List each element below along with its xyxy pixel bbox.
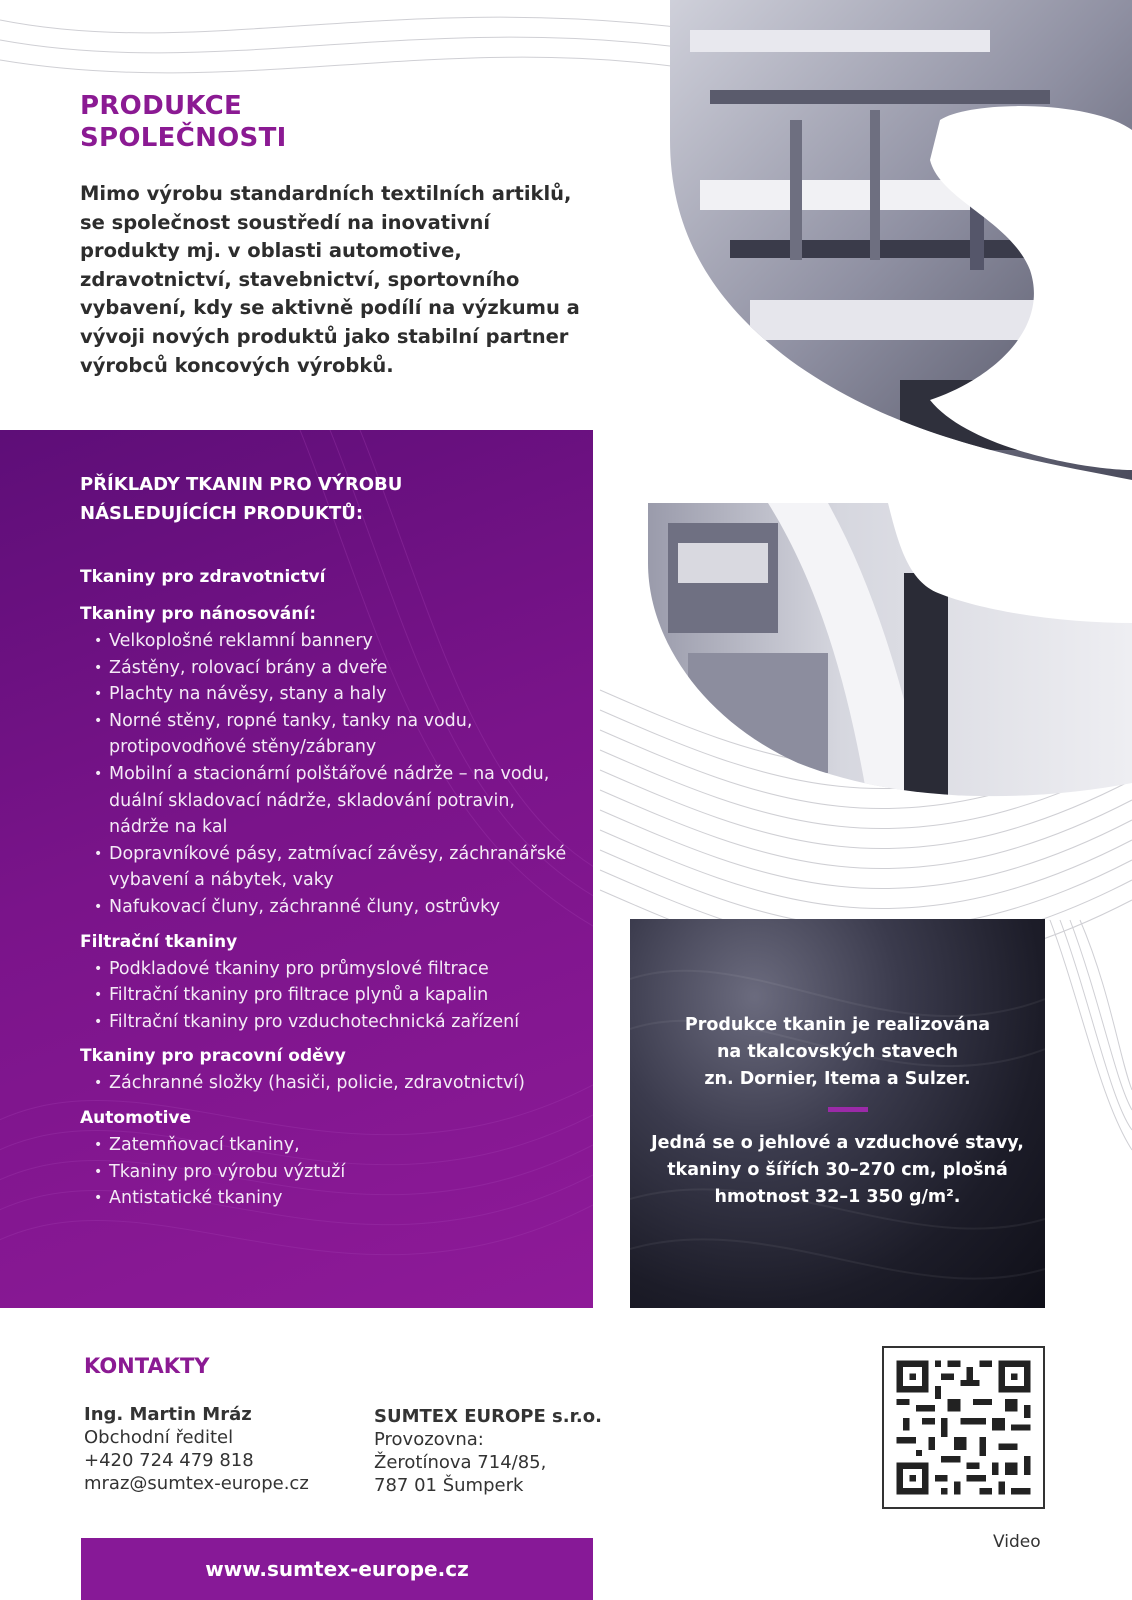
info-divider	[828, 1107, 868, 1112]
hero-title	[80, 90, 560, 154]
category-title: Tkaniny pro nánosování:	[80, 604, 316, 624]
list-item: • Plachty na návěsy, stany a haly	[80, 681, 580, 708]
company-city: 787 01 Šumperk	[374, 1475, 524, 1496]
qr-code-icon	[884, 1348, 1043, 1507]
fabric-texture	[630, 919, 1045, 1308]
category-title: Tkaniny pro pracovní oděvy	[80, 1046, 346, 1067]
loom-info-box	[630, 919, 1045, 1308]
loom-info-para2	[650, 1130, 1025, 1211]
loom-info-para1-line2: na tkalcovských stavech	[716, 1042, 959, 1062]
list-item: • Antistatické tkaniny	[80, 1185, 580, 1212]
examples-heading	[80, 470, 580, 528]
contact-name: Ing. Martin Mráz	[84, 1404, 252, 1425]
contact-email-link[interactable]: mraz@sumtex-europe.cz	[84, 1473, 309, 1494]
list-item: • Filtrační tkaniny pro filtrace plynů a kapalin	[80, 982, 580, 1009]
list-item: • Dopravníkové pásy, zatmívací závěsy, záchranářské vybavení a nábytek, vaky	[80, 841, 580, 894]
list-item: • Velkoplošné reklamní bannery	[80, 628, 580, 655]
weaving-machine-photo-top	[670, 0, 1132, 480]
list-item: • Zatemňovací tkaniny,	[80, 1132, 580, 1159]
loom-info-para1-line3: zn. Dornier, Itema a Sulzer.	[704, 1069, 971, 1089]
contacts-title: KONTAKTY	[84, 1354, 210, 1378]
list-item: • Podkladové tkaniny pro průmyslové filtrace	[80, 956, 580, 983]
contact-person	[84, 1403, 309, 1495]
company-street: Žerotínova 714/85,	[374, 1452, 547, 1473]
list-item: • Norné stěny, ropné tanky, tanky na vodu, protipovodňové stěny/zábrany	[80, 708, 580, 761]
fabric-examples-panel	[0, 430, 593, 1308]
loom-info-para1	[650, 1012, 1025, 1093]
list-item: • Mobilní a stacionární polštářové nádrže – na vodu, duální skladovací nádrže, skladování potravin, nádrže na kal	[80, 761, 580, 841]
video-label: Video	[993, 1532, 1041, 1552]
panel-content	[80, 470, 580, 1212]
list-item: • Filtrační tkaniny pro vzduchotechnická zařízení	[80, 1009, 580, 1036]
company-address	[374, 1405, 602, 1497]
loom-info-para2-line3: hmotnost 32–1 350 g/m².	[714, 1187, 961, 1207]
category-block	[80, 1043, 580, 1097]
hero-intro-text: Mimo výrobu standardních textilních artiklů, se společnost soustředí na inovativní produkty mj. v oblasti automotive, zdravotnictví, stavebnictví, sportovního vybavení, kdy se aktivně podílí na výzkumu a vývoji nových produktů jako stabilní partner výrobců koncových výrobků.	[80, 182, 580, 377]
examples-heading-line1: PŘÍKLADY TKANIN PRO VÝROBU	[80, 474, 403, 495]
category-items	[80, 1070, 580, 1097]
hero-title-line1: PRODUKCE	[80, 91, 243, 121]
category-list	[80, 564, 580, 1212]
category-block	[80, 1105, 580, 1212]
category-title: Tkaniny pro zdravotnictví	[80, 567, 326, 587]
category-items	[80, 956, 580, 1036]
hero-title-line2: SPOLEČNOSTI	[80, 123, 287, 153]
list-item: • Záchranné složky (hasiči, policie, zdravotnictví)	[80, 1070, 580, 1097]
category-block	[80, 564, 580, 591]
category-items	[80, 628, 580, 921]
company-address-label: Provozovna:	[374, 1429, 484, 1450]
category-title: Automotive	[80, 1107, 192, 1128]
list-item: • Zástěny, rolovací brány a dveře	[80, 655, 580, 682]
category-block	[80, 601, 580, 921]
examples-heading-line2: NÁSLEDUJÍCÍCH PRODUKTŮ:	[80, 503, 364, 524]
list-item: • Nafukovací čluny, záchranné čluny, ostrůvky	[80, 894, 580, 921]
list-item: • Tkaniny pro výrobu výztuží	[80, 1159, 580, 1186]
loom-info-para1-line1: Produkce tkanin je realizována	[684, 1015, 991, 1035]
company-name: SUMTEX EUROPE s.r.o.	[374, 1406, 602, 1427]
video-qr-code[interactable]	[882, 1346, 1045, 1509]
fabric-rolls-photo	[648, 503, 1132, 803]
loom-info-para2-line2: tkaniny o šířích 30–270 cm, plošná	[667, 1160, 1008, 1180]
website-link[interactable]: www.sumtex-europe.cz	[81, 1538, 593, 1600]
contact-phone-link[interactable]: +420 724 479 818	[84, 1450, 254, 1471]
category-items	[80, 1132, 580, 1212]
category-block	[80, 929, 580, 1036]
loom-info-para2-line1: Jedná se o jehlové a vzduchové stavy,	[651, 1133, 1024, 1153]
category-title: Filtrační tkaniny	[80, 931, 238, 952]
contact-role: Obchodní ředitel	[84, 1427, 234, 1448]
